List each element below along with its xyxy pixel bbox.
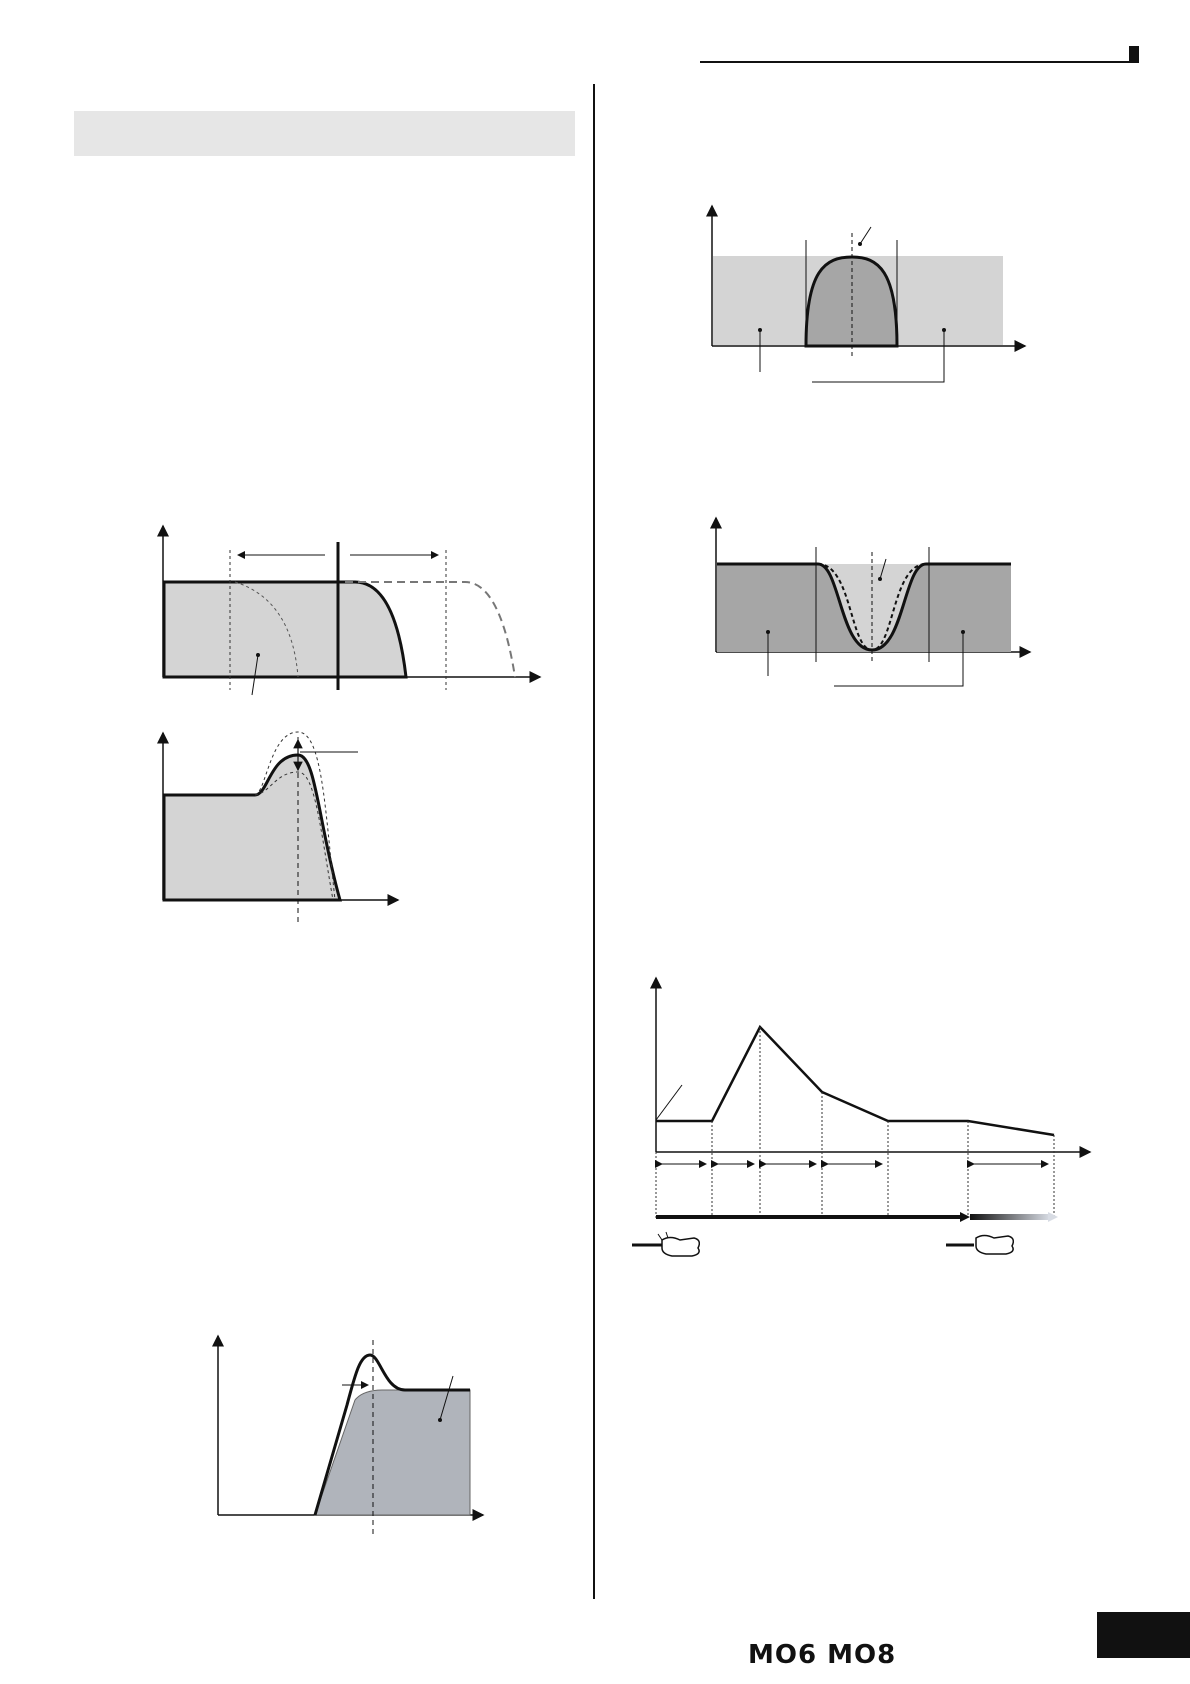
column-divider	[593, 84, 595, 1599]
section-heading-bar	[74, 111, 575, 156]
figure-low-pass-filter-cutoff	[150, 520, 550, 700]
key-press-hand-icon	[632, 1232, 699, 1256]
header-tab-marker	[1129, 46, 1139, 63]
initial-level-callout	[656, 1085, 682, 1120]
segment-guides	[656, 1027, 1054, 1218]
product-logo: MO6 MO8	[748, 1640, 897, 1670]
figure-filter-envelope-overshoot	[205, 1330, 495, 1535]
figure-amplitude-envelope	[620, 970, 1100, 1260]
key-release-hand-icon	[946, 1236, 1013, 1255]
page-number-tab	[1097, 1612, 1190, 1658]
envelope-curve	[656, 1027, 1054, 1135]
figure-band-pass-filter	[700, 200, 1040, 395]
pass-band-area	[164, 582, 406, 677]
figure-band-elimination-filter	[700, 512, 1040, 692]
header-rule	[700, 61, 1134, 63]
release-bar	[970, 1214, 1050, 1220]
figure-low-pass-filter-resonance	[150, 727, 420, 927]
callout-leader	[860, 227, 871, 244]
release-arrowhead	[1048, 1212, 1058, 1222]
resonance-curve	[164, 755, 340, 900]
envelope-area	[315, 1390, 470, 1515]
